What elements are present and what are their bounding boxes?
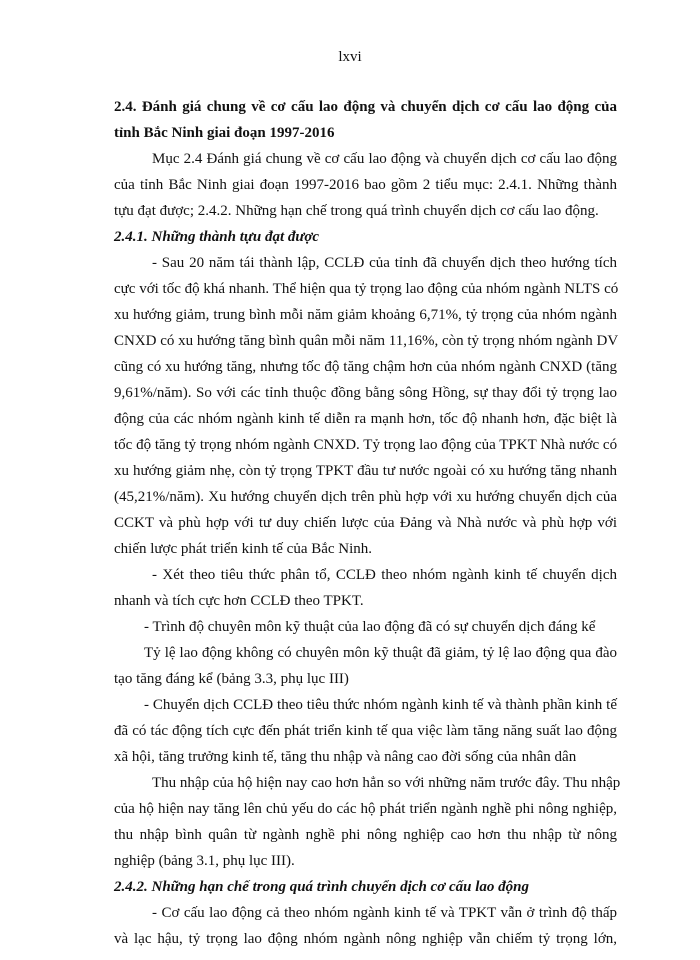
paragraph-line: tạo tăng đáng kể (bảng 3.3, phụ lục III) <box>114 671 349 687</box>
subsection-title-241: 2.4.1. Những thành tựu đạt được <box>114 229 320 245</box>
paragraph-line: nghiệp (bảng 3.1, phụ lục III). <box>114 853 295 869</box>
paragraph-line: động của các nhóm ngành kinh tế diễn ra mạnh hơn, tốc độ nhanh hơn, đặc biệt là <box>114 411 617 427</box>
paragraph-line: CCKT và phù hợp với tư duy chiến lược của Đảng và Nhà nước và phù hợp với <box>114 515 617 531</box>
paragraph-line: CNXD có xu hướng tăng bình quân mỗi năm 11,16%, còn tỷ trọng nhóm ngành DV <box>114 333 619 349</box>
paragraph-line: nhanh và tích cực hơn CCLĐ theo TPKT. <box>114 593 364 609</box>
paragraph-line: chiến lược phát triển kinh tế của Bắc Ninh. <box>114 541 373 557</box>
paragraph-line: của hộ hiện nay tăng lên chủ yếu do các hộ phát triển ngành nghề phi nông nghiệp, <box>114 801 617 817</box>
intro-line: Mục 2.4 Đánh giá chung về cơ cấu lao động và chuyển dịch cơ cấu lao động <box>152 151 617 167</box>
paragraph-line: cực với tốc độ khá nhanh. Thể hiện qua tỷ trọng lao động của nhóm ngành NLTS có <box>114 281 619 297</box>
paragraph-line: - Xét theo tiêu thức phân tổ, CCLĐ theo nhóm ngành kinh tế chuyển dịch <box>152 567 617 583</box>
paragraph-line: Thu nhập của hộ hiện nay cao hơn hẳn so với những năm trước đây. Thu nhập <box>152 775 621 791</box>
paragraph-line: - Cơ cấu lao động cả theo nhóm ngành kinh tế và TPKT vẫn ở trình độ thấp <box>152 905 617 921</box>
paragraph-line: - Sau 20 năm tái thành lập, CCLĐ của tỉnh đã chuyển dịch theo hướng tích <box>152 255 617 271</box>
paragraph-line: (45,21%/năm). Xu hướng chuyển dịch trên phù hợp với xu hướng chuyển dịch của <box>114 489 617 505</box>
intro-line: của tỉnh Bắc Ninh giai đoạn 1997-2016 bao gồm 2 tiểu mục: 2.4.1. Những thành <box>114 177 617 193</box>
section-heading-line-2: tỉnh Bắc Ninh giai đoạn 1997-2016 <box>114 125 335 141</box>
paragraph-line: xu hướng giảm nhẹ, còn tỷ trọng TPKT đầu tư nước ngoài có xu hướng tăng nhanh <box>114 463 617 479</box>
paragraph-line: xã hội, tăng trưởng kinh tế, tăng thu nhập và nâng cao đời sống của nhân dân <box>114 749 577 765</box>
paragraph-line: tốc độ tăng tỷ trọng nhóm ngành CNXD. Tỷ trọng lao động của TPKT Nhà nước có <box>114 437 618 453</box>
paragraph-line: xu hướng giảm, trung bình mỗi năm giảm khoảng 6,71%, tỷ trọng của nhóm ngành <box>114 307 617 323</box>
subsection-title-242: 2.4.2. Những hạn chế trong quá trình chuyển dịch cơ cấu lao động <box>114 879 530 895</box>
paragraph-line: - Chuyển dịch CCLĐ theo tiêu thức nhóm ngành kinh tế và thành phần kinh tế <box>144 697 617 713</box>
intro-line: tựu đạt được; 2.4.2. Những hạn chế trong quá trình chuyển dịch cơ cấu lao động. <box>114 203 599 219</box>
page-number: lxvi <box>338 49 362 65</box>
document-body <box>114 94 621 952</box>
paragraph-line: - Trình độ chuyên môn kỹ thuật của lao động đã có sự chuyển dịch đáng kể <box>144 619 596 635</box>
paragraph-line: và lạc hậu, tỷ trọng lao động nhóm ngành nông nghiệp vẫn chiếm tỷ trọng lớn, <box>114 931 617 947</box>
paragraph-line: 9,61%/năm). So với các tỉnh thuộc đồng bằng sông Hồng, sự thay đổi tỷ trọng lao <box>114 385 617 401</box>
paragraph-line: Tỷ lệ lao động không có chuyên môn kỹ thuật đã giảm, tỷ lệ lao động qua đào <box>144 645 617 661</box>
paragraph-line: đã có tác động tích cực đến phát triển kinh tế qua việc làm tăng năng suất lao động <box>114 723 617 739</box>
paragraph-line: cũng có xu hướng tăng, nhưng tốc độ tăng chậm hơn của nhóm ngành CNXD (tăng <box>114 359 617 375</box>
section-heading-line-1: 2.4. Đánh giá chung về cơ cấu lao động và chuyển dịch cơ cấu lao động của <box>114 99 617 115</box>
paragraph-line: thu nhập bình quân từ ngành nghề phi nông nghiệp cao hơn thu nhập từ nông <box>114 827 617 843</box>
